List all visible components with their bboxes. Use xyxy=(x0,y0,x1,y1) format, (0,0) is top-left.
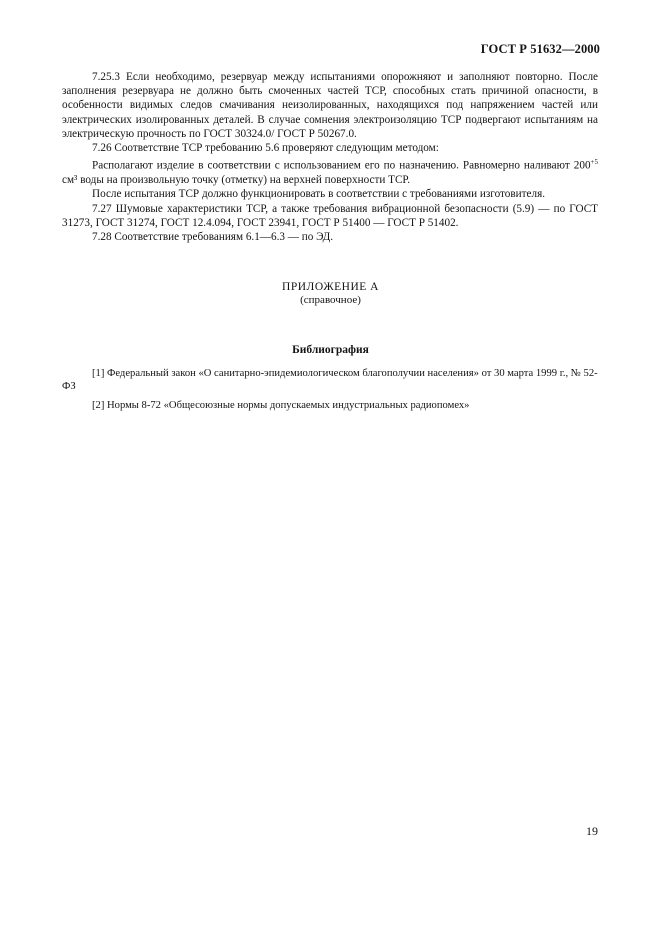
bibliography-item: [2] Нормы 8-72 «Общесоюзные нормы допускаемых индустриальных радиопомех» xyxy=(92,399,470,411)
bibliography-list xyxy=(62,367,598,412)
annex-subtitle: (справочное) xyxy=(300,294,361,306)
paragraph-7-26-after-test: После испытания ТСР должно функционировать в соответствии с требованиями изготовителя. xyxy=(92,188,546,201)
bibliography-heading: Библиография xyxy=(292,344,369,356)
page-number: 19 xyxy=(586,824,598,838)
paragraph-7-26-method-tail: см³ воды на произвольную точку (отметку) на верхней поверхности ТСР. xyxy=(62,174,411,187)
bibliography-item: [1] Федеральный закон «О санитарно-эпидемиологическом благополучии населения» от 30 марта 1999 г., № 52-ФЗ xyxy=(62,368,598,393)
paragraph-7-25-3: 7.25.3 Если необходимо, резервуар между испытаниями опорожняют и заполняют повторно. После заполнения резервуара не должно быть смоченных частей ТСР, способных стать причиной опасности, в особенности видимых следов смачивания неизолированных, находящихся под напряжением частей или электрических изолированных деталей. В случае сомнения электроизоляцию ТСР подвергают испытаниям на электрическую прочность по ГОСТ 30324.0/ ГОСТ Р 50267.0. xyxy=(62,71,598,140)
section-7-text xyxy=(62,70,598,244)
document-header: ГОСТ Р 51632—2000 xyxy=(480,42,600,56)
paragraph-7-27: 7.27 Шумовые характеристики ТСР, а также требования вибрационной безопасности (5.9) — по ГОСТ 31273, ГОСТ 31274, ГОСТ 12.4.094, ГОСТ 23941, ГОСТ Р 51400 — ГОСТ Р 51402. xyxy=(62,202,598,229)
paragraph-7-26-method xyxy=(62,155,598,187)
paragraph-7-26-method-text: Располагают изделие в соответствии с использованием его по назначению. Равномерно наливают 200 xyxy=(92,159,591,172)
paragraph-7-28: 7.28 Соответствие требованиям 6.1—6.3 — по ЭД. xyxy=(92,230,334,243)
tolerance-superscript: +5 xyxy=(590,158,598,167)
paragraph-7-26: 7.26 Соответствие ТСР требованию 5.6 проверяют следующим методом: xyxy=(92,142,439,155)
annex-title: ПРИЛОЖЕНИЕ А xyxy=(282,281,379,293)
